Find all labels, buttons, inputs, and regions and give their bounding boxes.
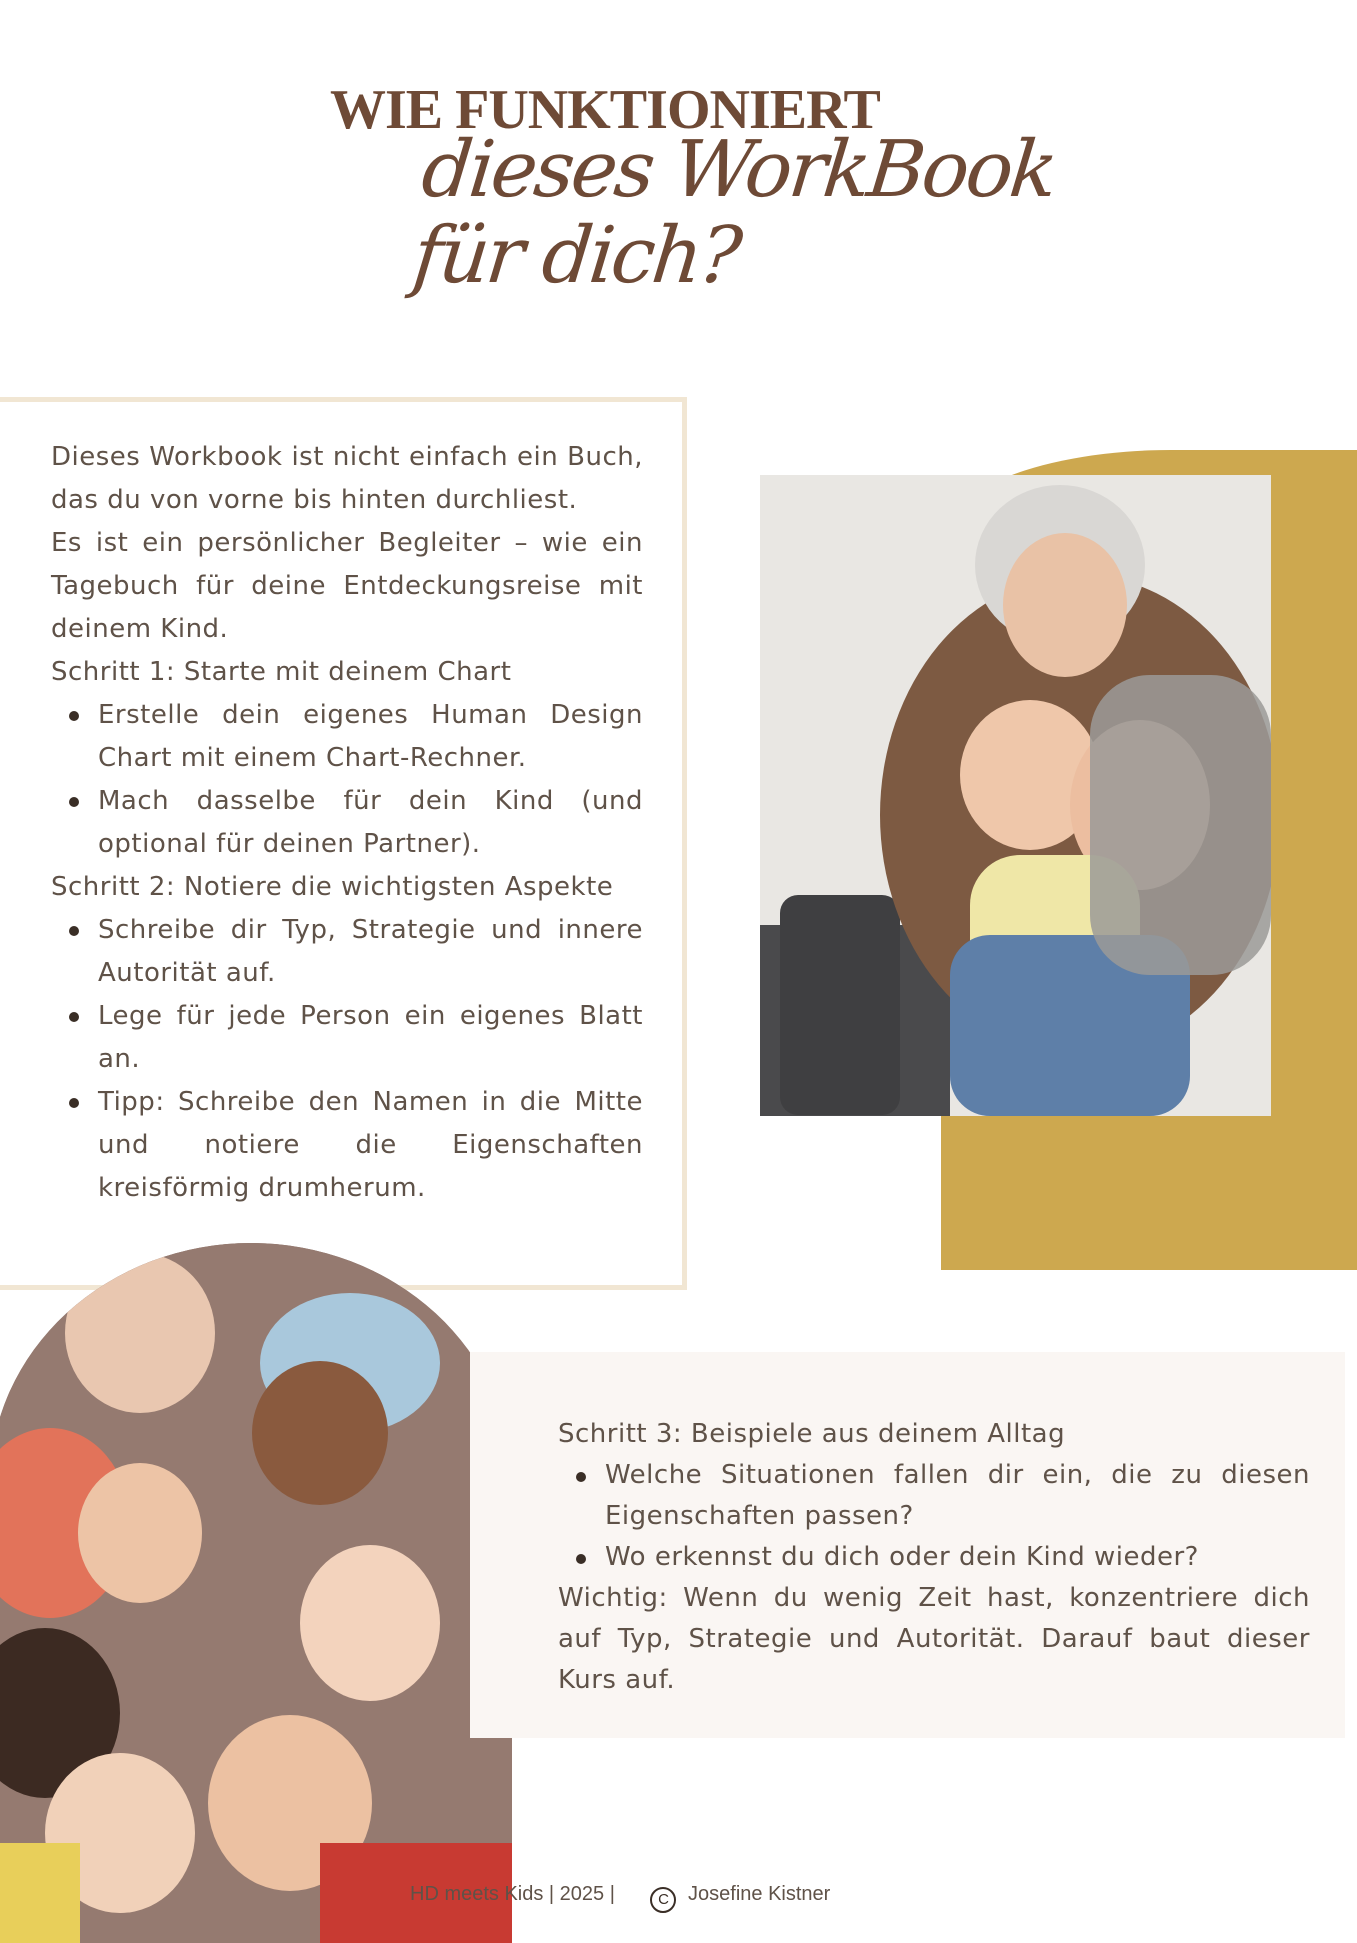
kids-circle-photo <box>0 1243 512 1943</box>
step2-list <box>51 909 643 1210</box>
step3-title: Schritt 3: Beispiele aus deinem Alltag <box>558 1419 1066 1449</box>
list-item: Tipp: Schreibe den Namen in die Mitte und notiere die Eigenschaften kreisförmig drumherum. <box>98 1081 643 1210</box>
intro-paragraph-1: Dieses Workbook ist nicht einfach ein Buch, das du von vorne bis hinten durchliest. <box>51 442 643 515</box>
list-item: Erstelle dein eigenes Human Design Chart mit einem Chart-Rechner. <box>98 694 643 780</box>
step3-note: Wichtig: Wenn du wenig Zeit hast, konzentriere dich auf Typ, Strategie und Autorität. Darauf baut dieser Kurs auf. <box>558 1583 1310 1695</box>
footer-brand: HD meets Kids | 2025 | <box>410 1883 615 1905</box>
kids-photo-illustration <box>0 1243 512 1943</box>
footer <box>410 1883 830 1913</box>
copyright-icon: C <box>650 1887 676 1913</box>
family-photo <box>760 475 1271 1116</box>
list-item: Mach dasselbe für dein Kind (und optional für deinen Partner). <box>98 780 643 866</box>
list-item: Welche Situationen fallen dir ein, die zu diesen Eigenschaften passen? <box>605 1455 1310 1537</box>
intro-content <box>51 436 643 1210</box>
page-title: WIE FUNKTIONIERT <box>330 79 880 141</box>
step3-list <box>558 1455 1310 1578</box>
family-photo-illustration <box>760 475 1271 1116</box>
intro-paragraph-2: Es ist ein persönlicher Begleiter – wie ein Tagebuch für deine Entdeckungsreise mit deinem Kind. <box>51 528 643 644</box>
step3-content <box>558 1414 1310 1701</box>
list-item: Wo erkennst du dich oder dein Kind wieder? <box>605 1537 1310 1578</box>
list-item: Lege für jede Person ein eigenes Blatt an. <box>98 995 643 1081</box>
step1-title: Schritt 1: Starte mit deinem Chart <box>51 657 512 687</box>
list-item: Schreibe dir Typ, Strategie und innere Autorität auf. <box>98 909 643 995</box>
footer-author: Josefine Kistner <box>688 1883 831 1905</box>
page-subtitle-script: dieses WorkBook für dich? <box>408 125 1060 301</box>
step1-list <box>51 694 643 866</box>
step2-title: Schritt 2: Notiere die wichtigsten Aspekte <box>51 872 614 902</box>
